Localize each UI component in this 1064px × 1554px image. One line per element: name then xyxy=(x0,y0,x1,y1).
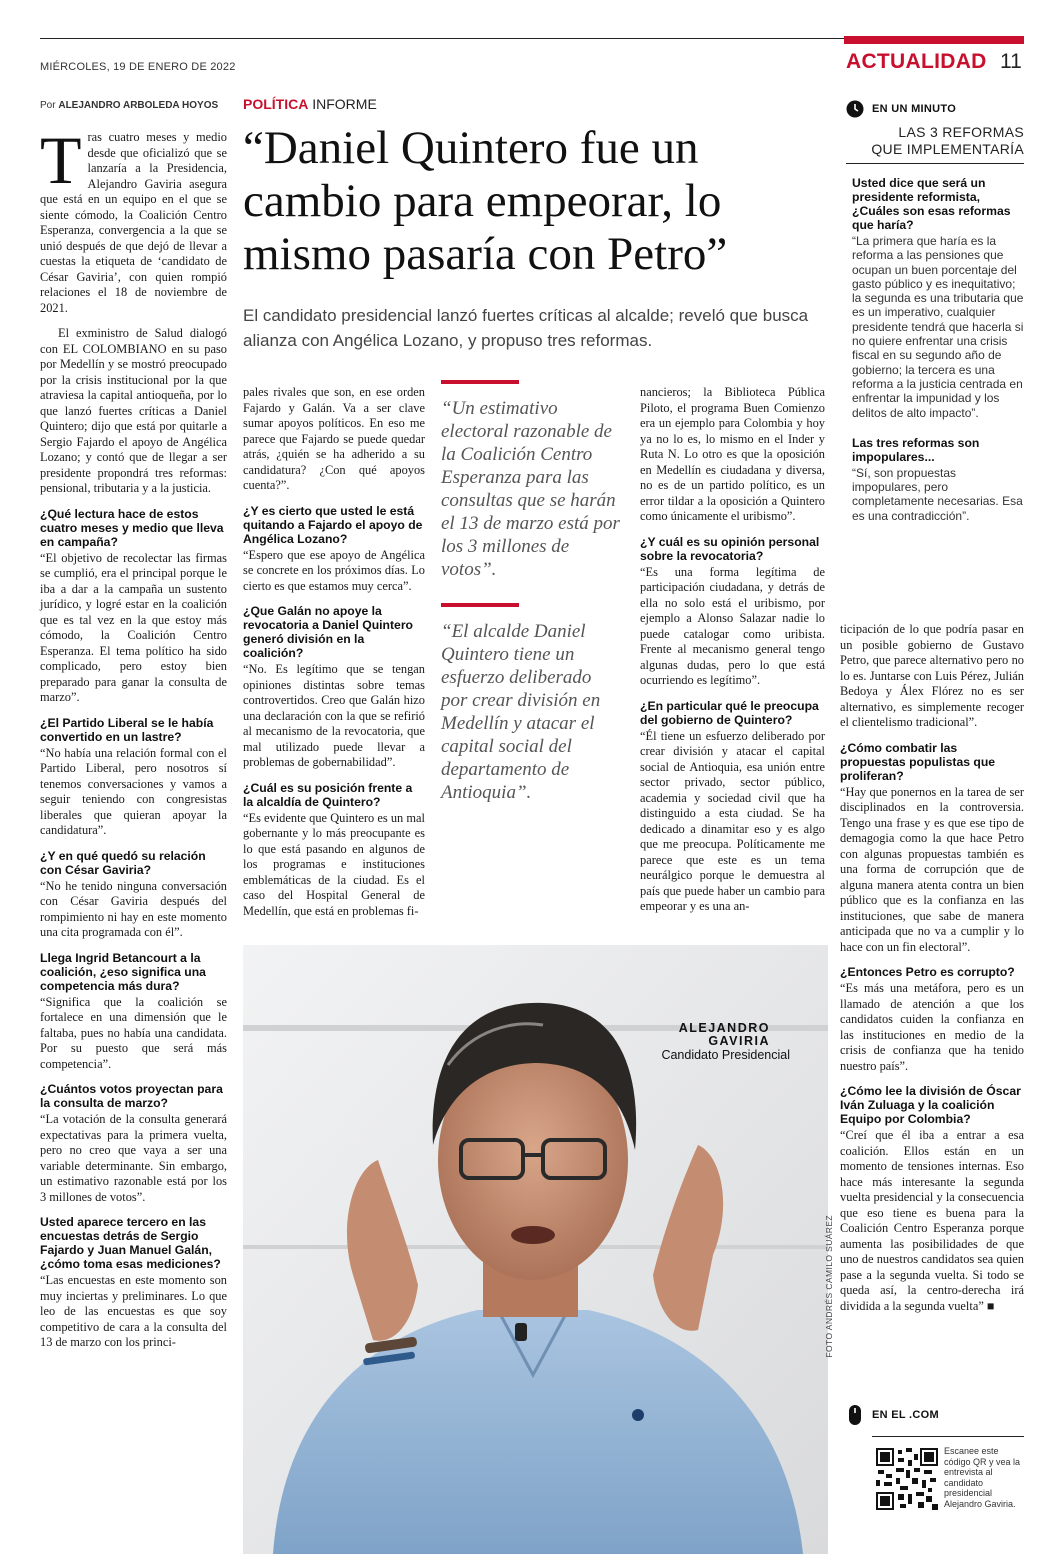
sidebar-answer: “La primera que haría es la reforma a las pensiones que ocupan un buen porcentaje del gasto público y es inequitativo; la segunda es una tributaria que es un imperativo, cualquier presidente tendrá que hacerla si no quiere enfrentar una crisis fiscal en su segundo año de gobierno; la tercera es una reforma a la justicia centrada en enfrentar la impunidad y los delitos de alto impacto”. xyxy=(852,234,1024,420)
sidebar-answer: “Sí, son propuestas impopulares, pero completamente necesarias. Esa es una contradicción”. xyxy=(852,465,1023,523)
online-box xyxy=(846,1404,1024,1437)
intro-paragraph xyxy=(40,122,227,316)
sidebar-title-line2: QUE IMPLEMENTARÍA xyxy=(871,141,1024,157)
kicker xyxy=(243,96,377,112)
kicker-section: POLÍTICA xyxy=(243,96,309,112)
column-2 xyxy=(243,385,425,929)
online-rule xyxy=(872,1436,1024,1437)
question: ¿Cuál es su posición frente a la alcaldía de Quintero? xyxy=(243,780,413,809)
deck: El candidato presidencial lanzó fuertes críticas al alcalde; reveló que busca alianza con Angélica Lozano, y propuso tres reformas. xyxy=(243,306,809,350)
question: ¿Y en qué quedó su relación con César Gaviria? xyxy=(40,848,206,877)
answer: “Es una forma legítima de participación ciudadana, y detrás de ella no solo está el uribismo, por ejemplo a Alonso Salazar nadie lo puede catalogar como uribista. Frente al mecanismo general tengo algunas dudas, pero lo que está ocurriendo es legítimo”. xyxy=(640,564,825,687)
answer: “Es evidente que Quintero es un mal gobernante y lo más preocupante es lo que está pasando en algunos de los programas e instituciones emblemáticas de la ciudad. Es el caso del Hospital General de Medellín, que está en problemas fi- xyxy=(243,810,425,918)
qr-code[interactable] xyxy=(876,1448,938,1510)
answer xyxy=(840,1128,1024,1314)
answer: “Hay que ponernos en la tarea de ser disciplinados en la controversia. Tengo una frase y es que ese tipo de demagogia como la que hace Petro con algunas propuestas también es una forma de corrupción que de alguna manera atenta contra un bien público que es la confianza en las instituciones, que sabe de manera anticipada que no va a cumplir y lo hace con un fin electoral”. xyxy=(840,784,1024,954)
byline xyxy=(40,100,218,111)
question: Llega Ingrid Betancourt a la coalición, ¿eso significa una competencia más dura? xyxy=(40,950,206,993)
sidebar-header xyxy=(846,100,1024,118)
question: ¿Entonces Petro es corrupto? xyxy=(840,965,1015,979)
intro-text: ras cuatro meses y medio desde que oficializó que se lanzaría a la Presidencia, Alejandro Gaviria asegura que está en un equipo en el que se siente cómodo, la Coalición Centro Esperanza, convergencia a la que se unió después de que dejó de llevar a cuestas la etiqueta de ‘candidato de César Gaviria’, con quien rompió relaciones el 18 de noviembre de 2021. xyxy=(40,130,227,315)
pullquote-bar xyxy=(441,380,519,384)
question: ¿El Partido Liberal se le había convertido en un lastre? xyxy=(40,715,214,744)
kicker-type: INFORME xyxy=(312,96,377,112)
photo-name-line2: GAVIRIA xyxy=(708,1034,770,1048)
byline-prefix: Por xyxy=(40,100,56,111)
sidebar-question: Las tres reformas son impopulares... xyxy=(852,435,980,464)
question: ¿Que Galán no apoye la revocatoria a Daniel Quintero generó división en la coalición? xyxy=(243,604,414,660)
question: ¿Y es cierto que usted le está quitando a Fajardo el apoyo de Angélica Lozano? xyxy=(243,503,423,546)
question: ¿Cómo lee la división de Óscar Iván Zuluaga y la coalición Equipo por Colombia? xyxy=(840,1084,1021,1126)
mouse-icon xyxy=(846,1404,864,1426)
question: ¿Cuántos votos proyectan para la consulta de marzo? xyxy=(40,1082,223,1110)
section-color-bar xyxy=(844,36,1024,44)
page-number: 11 xyxy=(1000,50,1022,73)
headline: “Daniel Quintero fue un cambio para empeorar, lo mismo pasaría con Petro” xyxy=(243,122,728,280)
answer: “No había una relación formal con el Partido Liberal, pero nosotros sí tenemos conversaciones y vamos a seguir teniendo con congresistas liberales que quieran apoyar la candidatura”. xyxy=(40,745,227,837)
section-name: ACTUALIDAD xyxy=(846,50,987,73)
question: ¿Cómo combatir las propuestas populistas que proliferan? xyxy=(840,740,996,783)
question: ¿Qué lectura hace de estos cuatro meses y medio que lleva en campaña? xyxy=(40,506,224,549)
online-label: EN EL .COM xyxy=(872,1409,939,1421)
answer: “Las encuestas en este momento son muy inciertas y preliminares. Lo que leo de las encuestas es que soy competitivo de cara a la consulta del 13 de marzo con los princi- xyxy=(40,1273,227,1349)
sidebar-title-line1: LAS 3 REFORMAS xyxy=(898,124,1024,140)
paragraph: El exministro de Salud dialogó con EL COLOMBIANO en su paso por Medellín y se mostró preocupado por la crisis institucional por la que atraviesa la capital antioqueña, por lo que lanzó fuertes críticas a Daniel Quintero; dijo que está por quitarle a Sergio Fajardo el apoyo de Angélica Lozano; y contó que de llegar a ser presidente propondrá tres reformas: pensional, tributaria y a la justicia. xyxy=(40,326,227,495)
photo-credit: FOTO ANDRÉS CAMILO SUÁREZ xyxy=(824,1215,834,1358)
qr-instructions: Escanee este código QR y vea la entrevista al candidato presidencial Alejandro Gaviria. xyxy=(944,1446,1021,1509)
column-4 xyxy=(640,385,825,925)
end-mark: ■ xyxy=(986,1298,995,1313)
answer: “No. Es legítimo que se tengan opiniones distintas sobre temas controvertidos. Creo que Galán hizo una declaración con la que se refirió al mecanismo de la revocatoria, que mal utilizado puede llevar a problemas de gobernabilidad”. xyxy=(243,662,425,769)
sidebar-rule xyxy=(846,163,1024,164)
online-header xyxy=(846,1404,1024,1426)
pullquote: “Un estimativo electoral razonable de la Coalición Centro Esperanza para las consultas que se harán el 13 de marzo está por los 3 millones de votos”. xyxy=(441,398,620,580)
dropcap: T xyxy=(40,122,82,198)
byline-author: ALEJANDRO ARBOLEDA HOYOS xyxy=(58,100,219,111)
answer: “Espero que ese apoyo de Angélica se concrete en los próximos días. Lo cierto es que estamos muy cerca”. xyxy=(243,547,425,593)
answer: “La votación de la consulta generará expectativas para la primera vuelta, pero no creo que vaya a ser una variable determinante. Sin embargo, un estimativo razonable está por los 3 millones de votos”. xyxy=(40,1112,227,1204)
column-5 xyxy=(840,622,1024,1324)
photo-caption-name xyxy=(640,1022,770,1048)
column-1 xyxy=(40,122,227,1361)
answer-text: “Creí que él iba a entrar a esa coalición. Ellos están en un momento de tensiones internas. Eso hace más interesante la segunda vuelta presidencial y la consecuencia que eso tiene es buena para la Coalición Centro Esperanza porque aumenta las posibilidades de que uno de nuestros candidatos sea quien pase a la segunda vuelta. Si todo se queda así, la centro-derecha irá dividida a la segunda vuelta” xyxy=(840,1128,1024,1313)
answer: “Él tiene un esfuerzo deliberado por crear división y atacar el capital social de Antioquia, esa unión entre sector privado, sector público, academia y sociedad civil que ha distinguido a esta ciudad. Se ha dedicado a dinamitar eso y es algo que me preocupa. Políticamente me parece que este es un tema neurálgico porque le demuestra al país que puede haber un cambio para empeorar y es una an- xyxy=(640,728,825,913)
answer: “No he tenido ninguna conversación con César Gaviria después del rompimiento ni hay en este momento una cita programada con él”. xyxy=(40,878,227,939)
question: ¿Y cuál es su opinión personal sobre la revocatoria? xyxy=(640,534,820,563)
answer: “Significa que la coalición se fortalece en una dimensión que le faltaba, pues no había una candidata. Por su puesto que será más competencia”. xyxy=(40,994,227,1071)
answer-continued: nancieros; la Biblioteca Pública Piloto, el programa Buen Comienzo era un ejemplo para Colombia y hoy ya no lo es, lo mismo en el Inder y Ruta N. Lo otro es que la oposición en Medellín es ciudadana y diversa, no es de un partido político, es un error tildar a la oposición a Quintero como únicamente el uribismo”. xyxy=(640,385,825,523)
issue-date: MIÉRCOLES, 19 DE ENERO DE 2022 xyxy=(40,61,236,73)
answer-continued: pales rivales que son, en ese orden Fajardo y Galán. Va a ser clave sumar apoyos políticos. En eso me parece que Fajardo se puede quedar atrás, ¿quién se ha adherido a su candidatura? ¿Con qué apoyos cuenta?”. xyxy=(243,385,425,492)
pullquote-bar xyxy=(441,603,519,607)
sidebar-question: Usted dice que será un presidente reformista, ¿Cuáles son esas reformas que haría? xyxy=(852,176,1011,232)
photo-caption-role: Candidato Presidencial xyxy=(661,1048,790,1062)
answer-continued: ticipación de lo que podría pasar en un posible gobierno de Gustavo Petro, que parece alternativo pero no lo es. Juntarse con Luis Pérez, Julián Bedoya y Álex Flórez no es ser alternativo, es simplemente recoger el clientelismo tradicional”. xyxy=(840,622,1024,729)
question: ¿En particular qué le preocupa del gobierno de Quintero? xyxy=(640,698,819,727)
answer: “El objetivo de recolectar las firmas se cumplió, era el principal porque le iba a dar a la campaña un sustento jurídico, y logré estar en la coalición que es tal vez en la que estoy más cómodo, la Coalición Centro Esperanza. El tema político ha sido complicado, pero estoy bien preparado para ganar la consulta de marzo”. xyxy=(40,550,227,704)
photo-name-line1: ALEJANDRO xyxy=(678,1021,770,1035)
pullquote: “El alcalde Daniel Quintero tiene un esfuerzo deliberado por crear división en Medellín y atacar el capital social del departamento de Antioquia”. xyxy=(441,621,601,803)
answer: “Es más una metáfora, pero es un llamado de atención a que los candidatos cuiden la confianza en las instituciones en medio de la crisis de confianza que ha tenido nuestro país”. xyxy=(840,981,1024,1073)
sidebar-label: EN UN MINUTO xyxy=(872,103,957,115)
clock-icon xyxy=(846,100,864,118)
sidebar-en-un-minuto xyxy=(846,100,1024,523)
question: Usted aparece tercero en las encuestas detrás de Sergio Fajardo y Juan Manuel Galán, ¿cómo toma esas mediciones? xyxy=(40,1215,221,1271)
